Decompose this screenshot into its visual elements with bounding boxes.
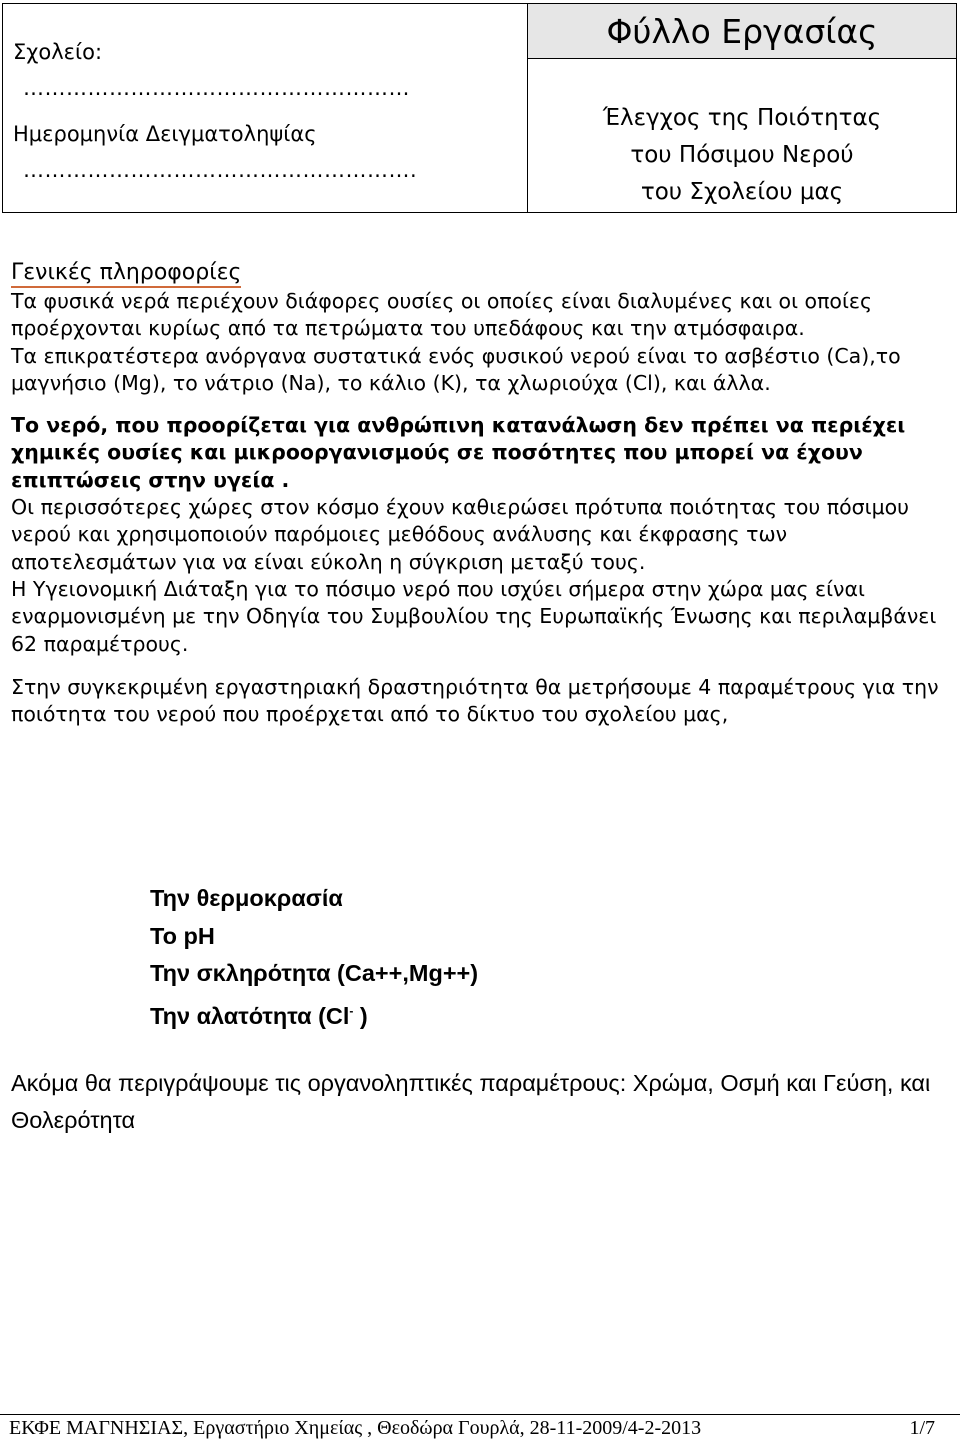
school-label: Σχολείο:	[13, 40, 103, 64]
subtitle-line: του Σχολείου μας	[640, 179, 844, 205]
parameter-item: Την σκληρότητα (Ca++,Mg++)	[150, 960, 479, 986]
header-table	[2, 3, 957, 213]
subtitle-line: του Πόσιμου Νερού	[630, 142, 854, 168]
paragraph: Τα φυσικά νερά περιέχουν διάφορες ουσίες οι οποίες είναι διαλυμένες και οι οποίες προέρχονται κυρίως από τα πετρώματα του υπεδάφους και την ατμόσφαιρα.	[11, 289, 873, 341]
spacer	[11, 658, 941, 674]
parameter-item: Την θερμοκρασία	[150, 885, 343, 911]
paragraph: Στην συγκεκριμένη εργαστηριακή δραστηριότητα θα μετρήσουμε 4 παραμέτρους για την ποιότητα του νερού που προέρχεται από το δίκτυο του σχολείου μας,	[11, 674, 939, 727]
organoleptic-text: Ακόμα θα περιγράψουμε τις οργανοληπτικές παραμέτρους: Χρώμα, Οσμή και Γεύση, και Θολερότητα	[11, 1070, 931, 1133]
header-title-cell	[528, 4, 956, 212]
parameter-item	[150, 993, 478, 1035]
bold-paragraph: Το νερό, που προορίζεται για ανθρώπινη κατανάλωση δεν πρέπει να περιέχει χημικές ουσίες και μικροοργανισμούς σε ποσότητες που μπορεί να έχουν επιπτώσεις στην υγεία .	[11, 413, 906, 492]
sampling-date-label: Ημερομηνία Δειγματοληψίας	[13, 122, 317, 146]
parameter-item: Το pH	[150, 922, 215, 949]
parameter-text: Την αλατότητα (Cl	[150, 1002, 350, 1029]
footer-divider	[0, 1414, 960, 1415]
page-footer	[9, 1417, 935, 1440]
section-heading: Γενικές πληροφορίες	[11, 260, 241, 288]
worksheet-title: Φύλλο Εργασίας	[528, 4, 956, 59]
school-blank: ………………………………………………	[23, 76, 410, 100]
sampling-date-blank: ……………………………………………….	[23, 158, 418, 182]
header-info-cell	[3, 4, 528, 212]
paragraph: Η Υγειονομική Διάταξη για το πόσιμο νερό που ισχύει σήμερα στην χώρα μας είναι εναρμονισμένη με την Οδηγία του Συμβουλίου της Ευρωπαϊκής Ένωσης και περιλαμβάνει 62 παραμέτρους.	[11, 576, 937, 656]
paragraph: Οι περισσότερες χώρες στον κόσμο έχουν καθιερώσει πρότυπα ποιότητας του πόσιμου νερού και χρησιμοποιούν παρόμοιες μεθόδους ανάλυσης και έκφρασης των αποτελεσμάτων για να είναι εύκολη η σύγκριση μεταξύ τους.	[11, 495, 910, 574]
parameter-close: )	[353, 1002, 368, 1029]
footer-credit: ΕΚΦΕ ΜΑΓΝΗΣΙΑΣ, Εργαστήριο Χημείας , Θεοδώρα Γουρλά, 28-11-2009/4-2-2013	[9, 1417, 702, 1439]
worksheet-subtitle	[528, 100, 956, 211]
parameter-list	[150, 880, 478, 1035]
chloride-charge: -	[349, 1003, 354, 1018]
paragraph: Τα επικρατέστερα ανόργανα συστατικά ενός φυσικού νερού είναι το ασβέστιο (Ca),το μαγνήσιο (Mg), το νάτριο (Na), το κάλιο (K), τα χλωριούχα (Cl), και άλλα.	[11, 343, 901, 395]
body-text	[11, 259, 941, 728]
page-number: 1/7	[909, 1417, 935, 1439]
subtitle-line: Έλεγχος της Ποιότητας	[602, 105, 882, 131]
